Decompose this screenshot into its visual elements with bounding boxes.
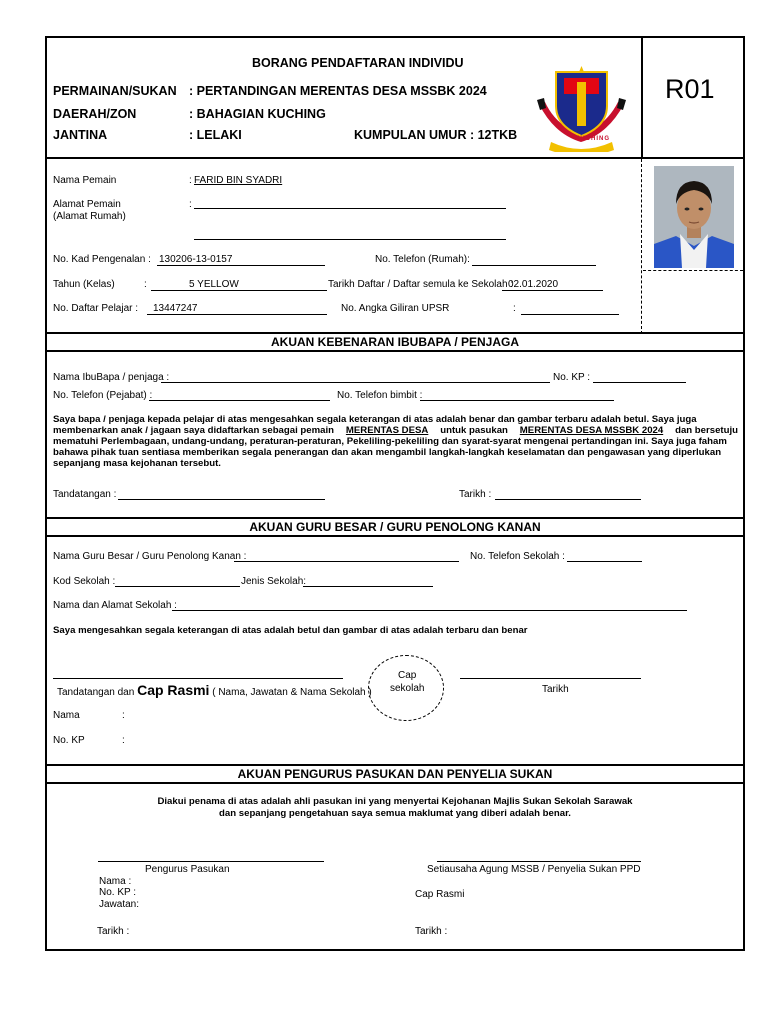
manager-statement-2: dan sepanjang pengetahuan saya semua maklumat yang diberi adalah benar. [219,808,571,819]
form-title: BORANG PENDAFTARAN INDIVIDU [252,56,464,70]
mobile-phone-field[interactable] [420,400,614,401]
photo-bottom-border [643,270,743,271]
parent-kp-field[interactable] [593,382,686,383]
school-address-field[interactable] [172,610,687,611]
headmaster-section-title: AKUAN GURU BESAR / GURU PENOLONG KANAN [47,517,743,537]
student-no-underline [147,314,327,315]
headmaster-sign-field[interactable] [53,678,343,679]
code-box-divider [641,38,643,157]
logo-text: KUCHING [575,136,610,142]
ic-label: No. Kad Pengenalan : [53,254,151,265]
parent-name-field[interactable] [161,382,550,383]
ic-underline [157,265,325,266]
manager-section-title: AKUAN PENGURUS PASUKAN DAN PENYELIA SUKAN [47,764,743,784]
year-underline [151,290,327,291]
stamp-label-1: Cap [398,670,417,681]
headmaster-name-label: Nama Guru Besar / Guru Penolong Kanan : [53,551,247,562]
manager-title: Pengurus Pasukan [145,864,230,875]
headmaster-statement: Saya mengesahkan segala keterangan di atas adalah betul dan gambar di atas adalah terbaru dan benar [53,625,528,636]
upsr-label: No. Angka Giliran UPSR [341,303,450,314]
headmaster-nama-colon: : [122,710,125,721]
photo-divider [641,159,642,334]
manager-sign-field[interactable] [98,861,324,862]
manager-statement-1: Diakui penama di atas adalah ahli pasukan ini yang menyertai Kejohanan Majlis Sukan Sekolah Sarawak [157,796,633,807]
parent-section-title: AKUAN KEBENARAN IBUBAPA / PENJAGA [47,332,743,352]
upsr-field[interactable] [521,314,619,315]
address-line-1[interactable] [194,208,506,209]
secretary-stamp: Cap Rasmi [415,889,465,900]
secretary-sign-field[interactable] [437,861,641,862]
school-code-field[interactable] [115,586,240,587]
address-colon: : [189,199,192,210]
school-phone-field[interactable] [567,561,642,562]
sport-value: : PERTANDINGAN MERENTAS DESA MSSBK 2024 [189,84,487,98]
address-sublabel: (Alamat Rumah) [53,211,126,222]
secretary-date: Tarikh : [415,926,448,937]
stamp-label-2: sekolah [390,683,425,694]
reg-date-underline [502,290,603,291]
player-name-colon: : [189,175,192,186]
school-type-label: Jenis Sekolah: [241,576,307,587]
manager-kp: No. KP : [99,887,137,898]
headmaster-kp-label: No. KP [53,735,85,746]
student-no-value[interactable]: 13447247 [153,303,198,314]
parent-date-field[interactable] [495,499,641,500]
player-name-value[interactable]: FARID BIN SYADRI [194,175,283,186]
office-phone-label: No. Telefon (Pejabat) : [53,390,153,401]
home-phone-label: No. Telefon (Rumah): [375,254,470,265]
form-code: R01 [665,74,715,104]
ic-value[interactable]: 130206-13-0157 [159,254,233,265]
parent-kp-label: No. KP : [553,372,591,383]
mobile-phone-label: No. Telefon bimbit : [337,390,423,401]
address-line-2[interactable] [194,239,506,240]
year-label: Tahun (Kelas) [53,279,115,290]
headmaster-sign-label: Tandatangan dan Cap Rasmi ( Nama, Jawatan & Nama Sekolah ) [57,682,372,698]
secretary-title: Setiausaha Agung MSSB / Penyelia Sukan PPD [427,864,641,875]
address-label: Alamat Pemain [53,199,121,210]
headmaster-date-label: Tarikh [542,684,569,695]
district-label: DAERAH/ZON [53,107,137,121]
player-name-label: Nama Pemain [53,175,117,186]
gender-value: : LELAKI [189,128,242,142]
headmaster-nama-label: Nama [53,710,80,721]
parent-name-label: Nama IbuBapa / penjaga : [53,372,170,383]
year-value[interactable]: 5 YELLOW [189,279,239,290]
office-phone-field[interactable] [149,400,330,401]
parent-sign-label: Tandatangan : [53,489,117,500]
registration-form [45,36,745,951]
upsr-colon: : [513,303,516,314]
manager-jawatan: Jawatan: [99,899,140,910]
sport-label: PERMAINAN/SUKAN [53,84,177,98]
student-photo [654,166,734,268]
district-value: : BAHAGIAN KUCHING [189,107,326,121]
parent-statement: Saya bapa / penjaga kepada pelajar di atas mengesahkan segala keterangan di atas adalah benar dan gambar terbaru adalah betul. Saya juga membenarkan anak / jagaan saya didaftarkan sebagai pemain MERENTAS DESA untuk pasukan MERENTAS DESA MSSBK 2024 dan bersetuju mematuhi Perlembagaan, undang-undang, peraturan-peraturan, Pekeliling-pekeliling dan syarat-syarat mengenai pertandingan ini. Saya juga faham bahawa pihak tuan sentiasa memberikan segala penerangan dan akan mengambil langkah-langkah keselamatan dan pengawasan yang diperlukan sepanjang masa kejohanan tersebut. [53,414,738,469]
manager-date: Tarikh : [97,926,130,937]
reg-date-value[interactable]: 02.01.2020 [508,279,559,290]
reg-date-label: Tarikh Daftar / Daftar semula ke Sekolah : [328,279,514,290]
school-phone-label: No. Telefon Sekolah : [470,551,565,562]
home-phone-field[interactable] [472,265,596,266]
school-address-label: Nama dan Alamat Sekolah : [53,600,177,611]
student-no-label: No. Daftar Pelajar : [53,303,139,314]
gender-label: JANTINA [53,128,108,142]
school-type-field[interactable] [303,586,433,587]
manager-nama: Nama : [99,876,132,887]
parent-sign-field[interactable] [118,499,325,500]
headmaster-date-field[interactable] [460,678,641,679]
school-code-label: Kod Sekolah : [53,576,116,587]
headmaster-kp-colon: : [122,735,125,746]
parent-date-label: Tarikh : [459,489,492,500]
headmaster-name-field[interactable] [234,561,459,562]
age-group: KUMPULAN UMUR : 12TKB [354,128,518,142]
header-divider [47,157,743,159]
year-colon: : [144,279,147,290]
